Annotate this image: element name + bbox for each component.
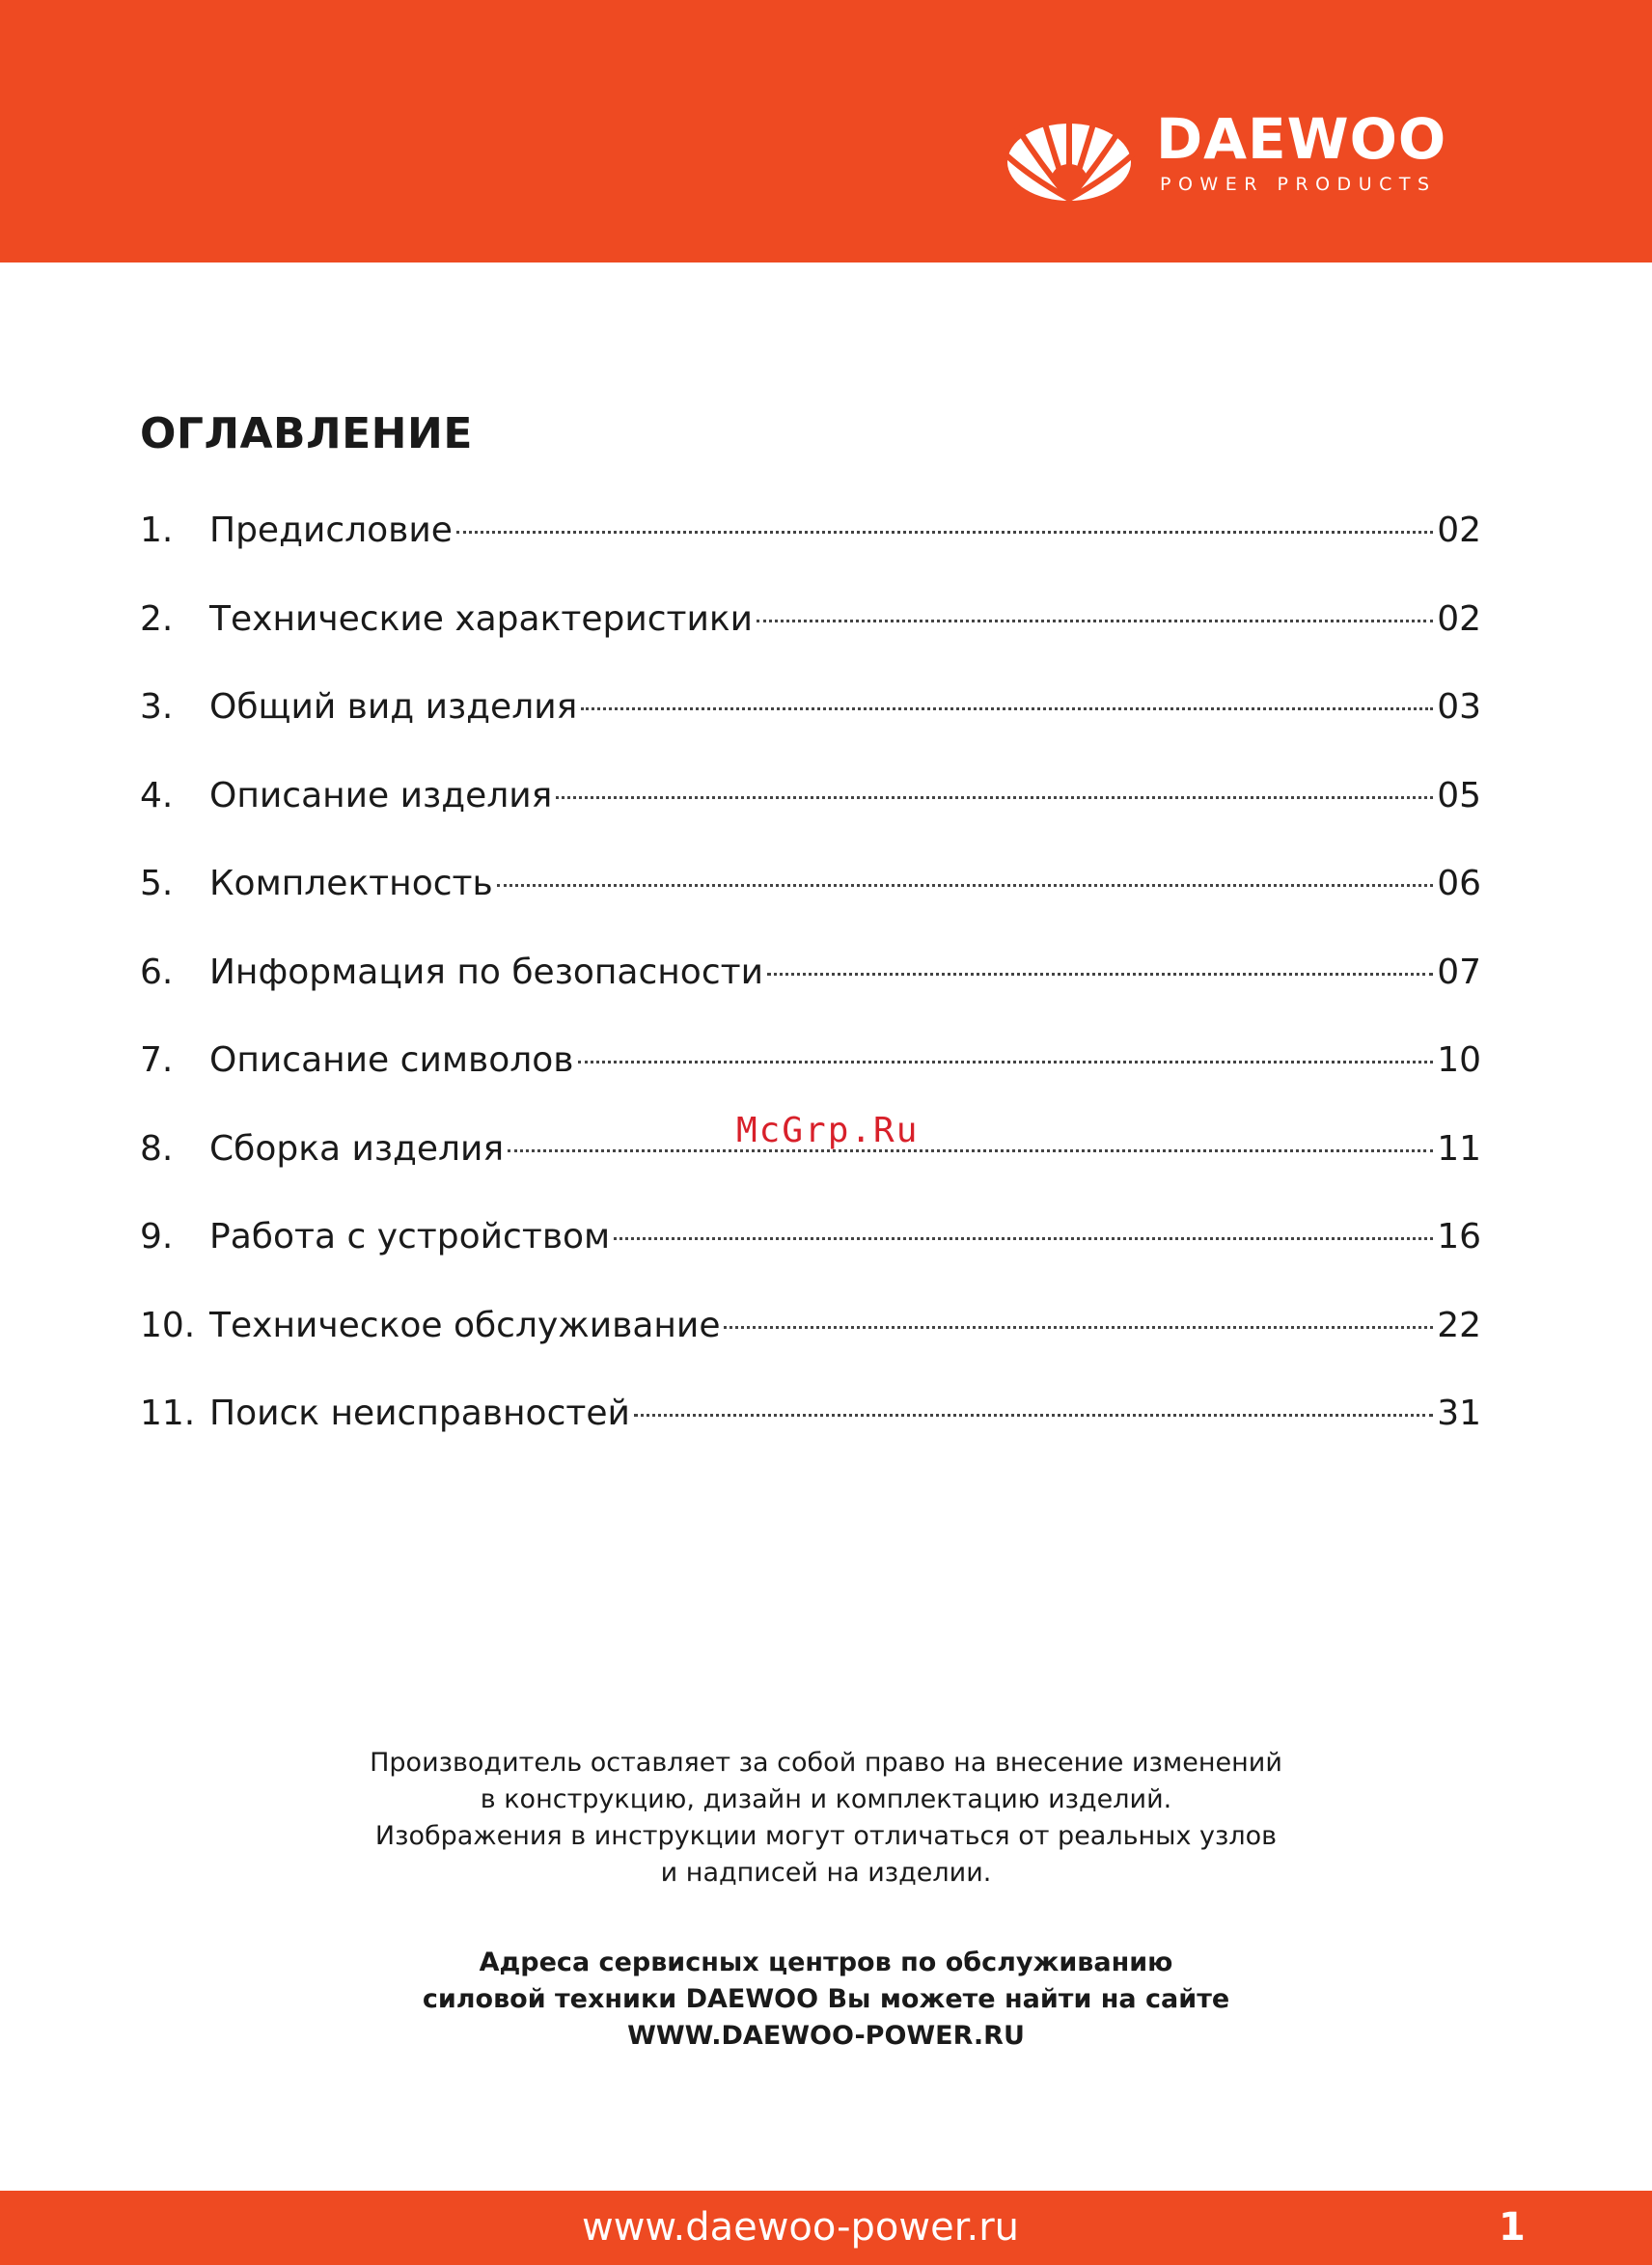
toc-item-7[interactable] [140,1032,1481,1120]
dot-leader [456,531,1433,534]
toc-item-page: 03 [1437,687,1481,727]
toc-item-page: 02 [1437,598,1481,639]
service-website-link[interactable]: WWW.DAEWOO-POWER.RU [627,2021,1025,2051]
toc-item-label: Описание изделия [209,775,553,815]
toc-item-page: 06 [1437,864,1481,903]
toc-item-label: Технические характеристики [209,598,754,639]
watermark: McGrp.Ru [736,1111,920,1150]
toc-item-9[interactable] [140,1208,1481,1297]
toc-item-number: 10. [140,1305,196,1345]
service-line: силовой техники DAEWOO Вы можете найти на сайте [422,1984,1230,2014]
toc-item-number: 5. [140,864,174,903]
disclaimer-line: Изображения в инструкции могут отличаться от реальных узлов [374,1821,1278,1851]
toc-item-number: 7. [140,1040,174,1080]
dot-leader [508,1149,1433,1152]
dot-leader [581,707,1433,710]
toc-item-label: Техническое обслуживание [209,1305,721,1345]
toc-item-number: 6. [140,952,174,992]
toc-item-number: 9. [140,1217,174,1257]
dot-leader [578,1061,1434,1063]
toc-item-page: 11 [1437,1128,1481,1169]
table-of-contents [140,502,1481,1474]
toc-item-11[interactable] [140,1385,1481,1474]
toc-item-5[interactable] [140,855,1481,944]
dot-leader [757,620,1433,622]
dot-leader [497,884,1433,887]
disclaimer-line: в конструкцию, дизайн и комплектацию изделий. [480,1784,1172,1814]
toc-item-label: Описание символов [209,1040,574,1080]
toc-item-page: 31 [1437,1394,1481,1433]
page-number: 1 [1499,2205,1526,2250]
toc-item-number: 11. [140,1394,196,1433]
toc-item-label: Информация по безопасности [209,952,763,992]
toc-item-label: Общий вид изделия [209,687,578,727]
dot-leader [634,1414,1433,1417]
service-line: Адреса сервисных центров по обслуживанию [479,1947,1173,1977]
toc-item-3[interactable] [140,678,1481,767]
toc-item-number: 3. [140,687,174,727]
disclaimer-line: и надписей на изделии. [660,1858,992,1888]
toc-item-page: 10 [1437,1040,1481,1080]
toc-item-page: 02 [1437,511,1481,550]
footer-website-link[interactable]: www.daewoo-power.ru [582,2205,1020,2250]
toc-item-6[interactable] [140,944,1481,1033]
toc-item-page: 22 [1437,1305,1481,1345]
toc-item-label: Поиск неисправностей [209,1394,630,1433]
toc-item-10[interactable] [140,1297,1481,1386]
toc-item-label: Сборка изделия [209,1128,505,1169]
toc-item-label: Работа с устройством [209,1217,611,1257]
toc-item-number: 1. [140,511,174,550]
toc-item-4[interactable] [140,767,1481,856]
toc-title: ОГЛАВЛЕНИЕ [140,409,473,458]
toc-item-page: 16 [1437,1217,1481,1257]
disclaimer-line: Производитель оставляет за собой право на внесение изменений [370,1748,1282,1778]
daewoo-fan-logo-icon [1004,106,1139,203]
toc-item-label: Комплектность [209,864,493,903]
toc-item-page: 07 [1437,952,1481,992]
header-band [0,0,1652,262]
toc-item-number: 8. [140,1128,174,1169]
brand-subtitle: POWER PRODUCTS [1160,174,1437,195]
toc-item-number: 2. [140,598,174,639]
toc-item-2[interactable] [140,591,1481,679]
toc-item-1[interactable] [140,502,1481,591]
brand-name: DAEWOO [1156,106,1447,172]
dot-leader [724,1326,1433,1329]
toc-item-page: 05 [1437,775,1481,815]
toc-item-label: Предисловие [209,511,453,550]
daewoo-logo [1004,106,1486,203]
dot-leader [556,796,1433,799]
dot-leader [614,1237,1433,1240]
toc-item-number: 4. [140,775,174,815]
dot-leader [767,973,1433,976]
disclaimer-text [247,1745,1405,1892]
service-centers-note [247,1945,1405,2055]
